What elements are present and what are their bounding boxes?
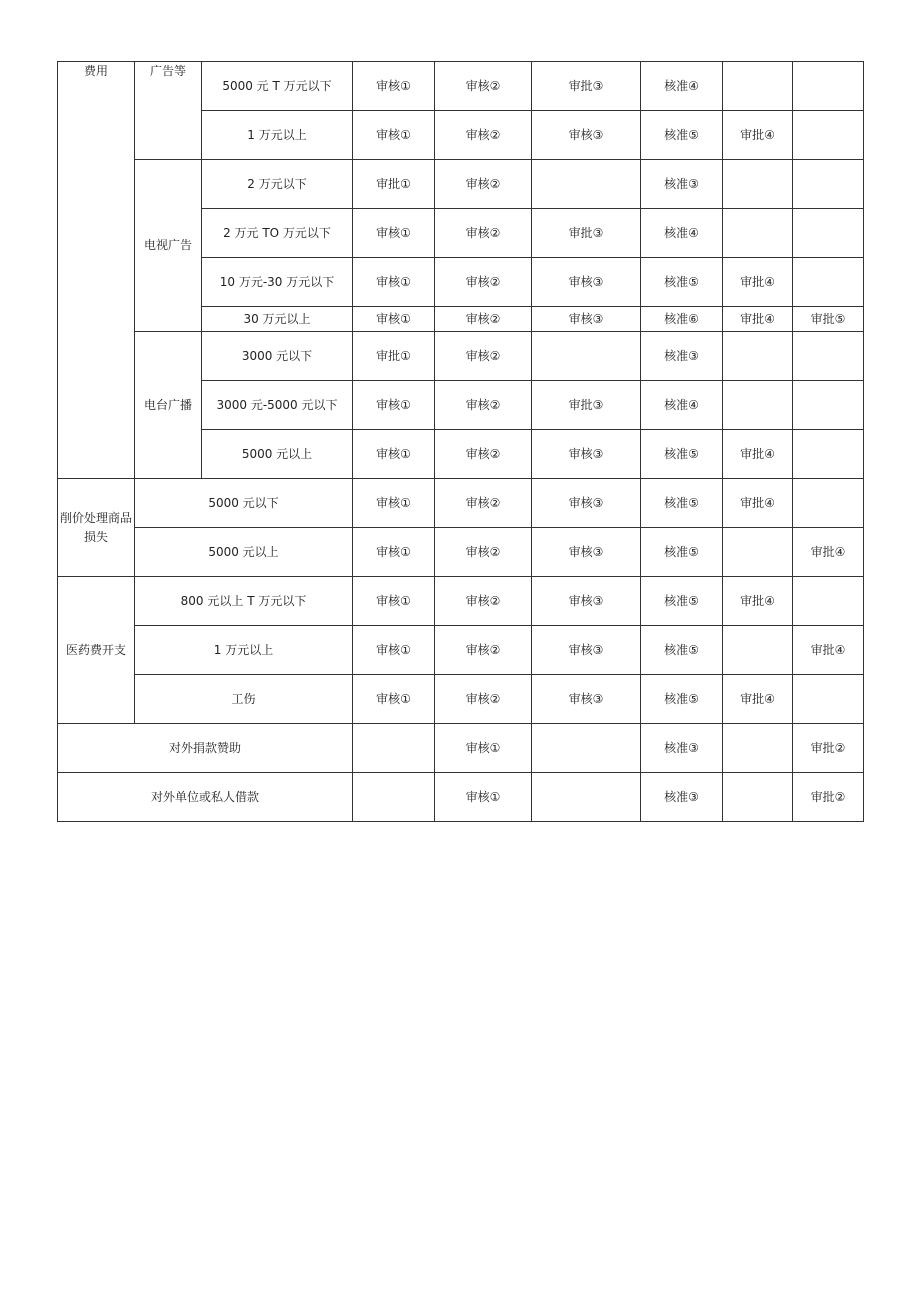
- approval-cell: 审核②: [435, 332, 532, 381]
- approval-cell: 核准③: [641, 773, 723, 822]
- table-row: [58, 773, 864, 822]
- approval-cell: 核准④: [641, 209, 723, 258]
- condition-cell: 10 万元-30 万元以下: [202, 258, 353, 307]
- approval-cell: 审批④: [723, 307, 793, 332]
- approval-cell: 审核①: [353, 209, 435, 258]
- approval-cell: 审批④: [793, 528, 864, 577]
- approval-cell: 核准⑤: [641, 111, 723, 160]
- condition-cell: 5000 元 T 万元以下: [202, 62, 353, 111]
- subcategory-cell: 电台广播: [135, 332, 202, 479]
- condition-cell: 5000 元以上: [135, 528, 353, 577]
- approval-cell: 审批③: [532, 62, 641, 111]
- approval-cell: [723, 724, 793, 773]
- condition-cell: 30 万元以上: [202, 307, 353, 332]
- approval-cell: 审核②: [435, 675, 532, 724]
- approval-cell: 审批③: [532, 209, 641, 258]
- approval-cell: 审核①: [353, 479, 435, 528]
- approval-cell: [793, 479, 864, 528]
- condition-cell: 3000 元以下: [202, 332, 353, 381]
- approval-cell: 审核②: [435, 258, 532, 307]
- approval-cell: 审核①: [353, 577, 435, 626]
- approval-cell: 审核②: [435, 430, 532, 479]
- approval-cell: [793, 160, 864, 209]
- approval-cell: [723, 209, 793, 258]
- approval-cell: 审核①: [353, 258, 435, 307]
- category-cell: 医药费开支: [58, 577, 135, 724]
- table-row: [58, 332, 864, 381]
- approval-cell: 核准⑤: [641, 528, 723, 577]
- condition-cell: 1 万元以上: [202, 111, 353, 160]
- approval-cell: 核准⑤: [641, 626, 723, 675]
- approval-matrix-table: [57, 61, 864, 822]
- approval-cell: [723, 332, 793, 381]
- approval-cell: 审批④: [793, 626, 864, 675]
- category-cell: 对外捐款赞助: [58, 724, 353, 773]
- approval-cell: 审核①: [353, 381, 435, 430]
- approval-cell: [353, 773, 435, 822]
- approval-cell: [723, 381, 793, 430]
- approval-cell: 核准③: [641, 160, 723, 209]
- approval-cell: 审核③: [532, 626, 641, 675]
- approval-cell: 审批④: [723, 675, 793, 724]
- table-row: [58, 160, 864, 209]
- approval-cell: 审批⑤: [793, 307, 864, 332]
- approval-cell: 审核①: [353, 307, 435, 332]
- approval-cell: 审核②: [435, 307, 532, 332]
- subcategory-cell: 广告等: [135, 62, 202, 160]
- approval-cell: 审核①: [353, 62, 435, 111]
- approval-cell: 审核①: [353, 626, 435, 675]
- approval-cell: [793, 332, 864, 381]
- approval-cell: 审核②: [435, 62, 532, 111]
- approval-cell: [793, 430, 864, 479]
- category-cell: 费用: [58, 62, 135, 479]
- approval-cell: 审核②: [435, 577, 532, 626]
- condition-cell: 2 万元 TO 万元以下: [202, 209, 353, 258]
- approval-cell: 审批③: [532, 381, 641, 430]
- approval-cell: 审核①: [435, 724, 532, 773]
- subcategory-cell: 电视广告: [135, 160, 202, 332]
- approval-cell: [353, 724, 435, 773]
- approval-cell: [723, 160, 793, 209]
- approval-cell: 审核③: [532, 577, 641, 626]
- approval-cell: 审核②: [435, 209, 532, 258]
- approval-cell: 审批④: [723, 111, 793, 160]
- approval-cell: 审核①: [353, 675, 435, 724]
- approval-cell: 核准⑤: [641, 675, 723, 724]
- approval-cell: 核准④: [641, 381, 723, 430]
- approval-cell: 审核②: [435, 160, 532, 209]
- approval-cell: 审核①: [353, 430, 435, 479]
- approval-cell: [723, 626, 793, 675]
- approval-cell: 审核③: [532, 528, 641, 577]
- approval-cell: 审批①: [353, 160, 435, 209]
- approval-cell: 审核②: [435, 111, 532, 160]
- approval-cell: 核准⑤: [641, 479, 723, 528]
- approval-cell: 核准④: [641, 62, 723, 111]
- approval-cell: 审核③: [532, 111, 641, 160]
- approval-cell: 核准⑥: [641, 307, 723, 332]
- table-row: [58, 626, 864, 675]
- approval-cell: [793, 258, 864, 307]
- approval-cell: 审批②: [793, 724, 864, 773]
- condition-cell: 2 万元以下: [202, 160, 353, 209]
- table-row: [58, 528, 864, 577]
- approval-cell: 审核②: [435, 381, 532, 430]
- approval-cell: 审核②: [435, 479, 532, 528]
- approval-cell: 核准⑤: [641, 430, 723, 479]
- approval-cell: [532, 160, 641, 209]
- approval-cell: [723, 773, 793, 822]
- approval-cell: 审核③: [532, 675, 641, 724]
- approval-cell: 审核③: [532, 258, 641, 307]
- approval-cell: 核准⑤: [641, 258, 723, 307]
- approval-cell: [793, 381, 864, 430]
- condition-cell: 3000 元-5000 元以下: [202, 381, 353, 430]
- category-cell: 对外单位或私人借款: [58, 773, 353, 822]
- approval-cell: 审核①: [353, 528, 435, 577]
- approval-cell: [723, 528, 793, 577]
- condition-cell: 工伤: [135, 675, 353, 724]
- category-cell: 削价处理商品损失: [58, 479, 135, 577]
- approval-cell: [793, 111, 864, 160]
- condition-cell: 800 元以上 T 万元以下: [135, 577, 353, 626]
- approval-cell: 审核②: [435, 528, 532, 577]
- approval-cell: 审批②: [793, 773, 864, 822]
- approval-cell: 核准⑤: [641, 577, 723, 626]
- approval-cell: 审批④: [723, 577, 793, 626]
- approval-cell: [532, 332, 641, 381]
- approval-cell: 核准③: [641, 332, 723, 381]
- approval-cell: 核准③: [641, 724, 723, 773]
- condition-cell: 5000 元以上: [202, 430, 353, 479]
- approval-cell: 审核③: [532, 479, 641, 528]
- approval-cell: 审批①: [353, 332, 435, 381]
- table-row: [58, 479, 864, 528]
- approval-cell: [532, 773, 641, 822]
- approval-cell: [793, 675, 864, 724]
- approval-cell: 审批④: [723, 430, 793, 479]
- approval-cell: 审批④: [723, 479, 793, 528]
- table-row: [58, 577, 864, 626]
- approval-cell: 审核③: [532, 430, 641, 479]
- approval-cell: [723, 62, 793, 111]
- approval-cell: 审核③: [532, 307, 641, 332]
- approval-cell: 审核①: [353, 111, 435, 160]
- approval-cell: [793, 577, 864, 626]
- approval-cell: [793, 209, 864, 258]
- table-row: [58, 62, 864, 111]
- approval-cell: 审核①: [435, 773, 532, 822]
- table-row: [58, 675, 864, 724]
- approval-cell: [532, 724, 641, 773]
- condition-cell: 1 万元以上: [135, 626, 353, 675]
- table-row: [58, 724, 864, 773]
- approval-cell: [793, 62, 864, 111]
- approval-cell: 审核②: [435, 626, 532, 675]
- condition-cell: 5000 元以下: [135, 479, 353, 528]
- approval-cell: 审批④: [723, 258, 793, 307]
